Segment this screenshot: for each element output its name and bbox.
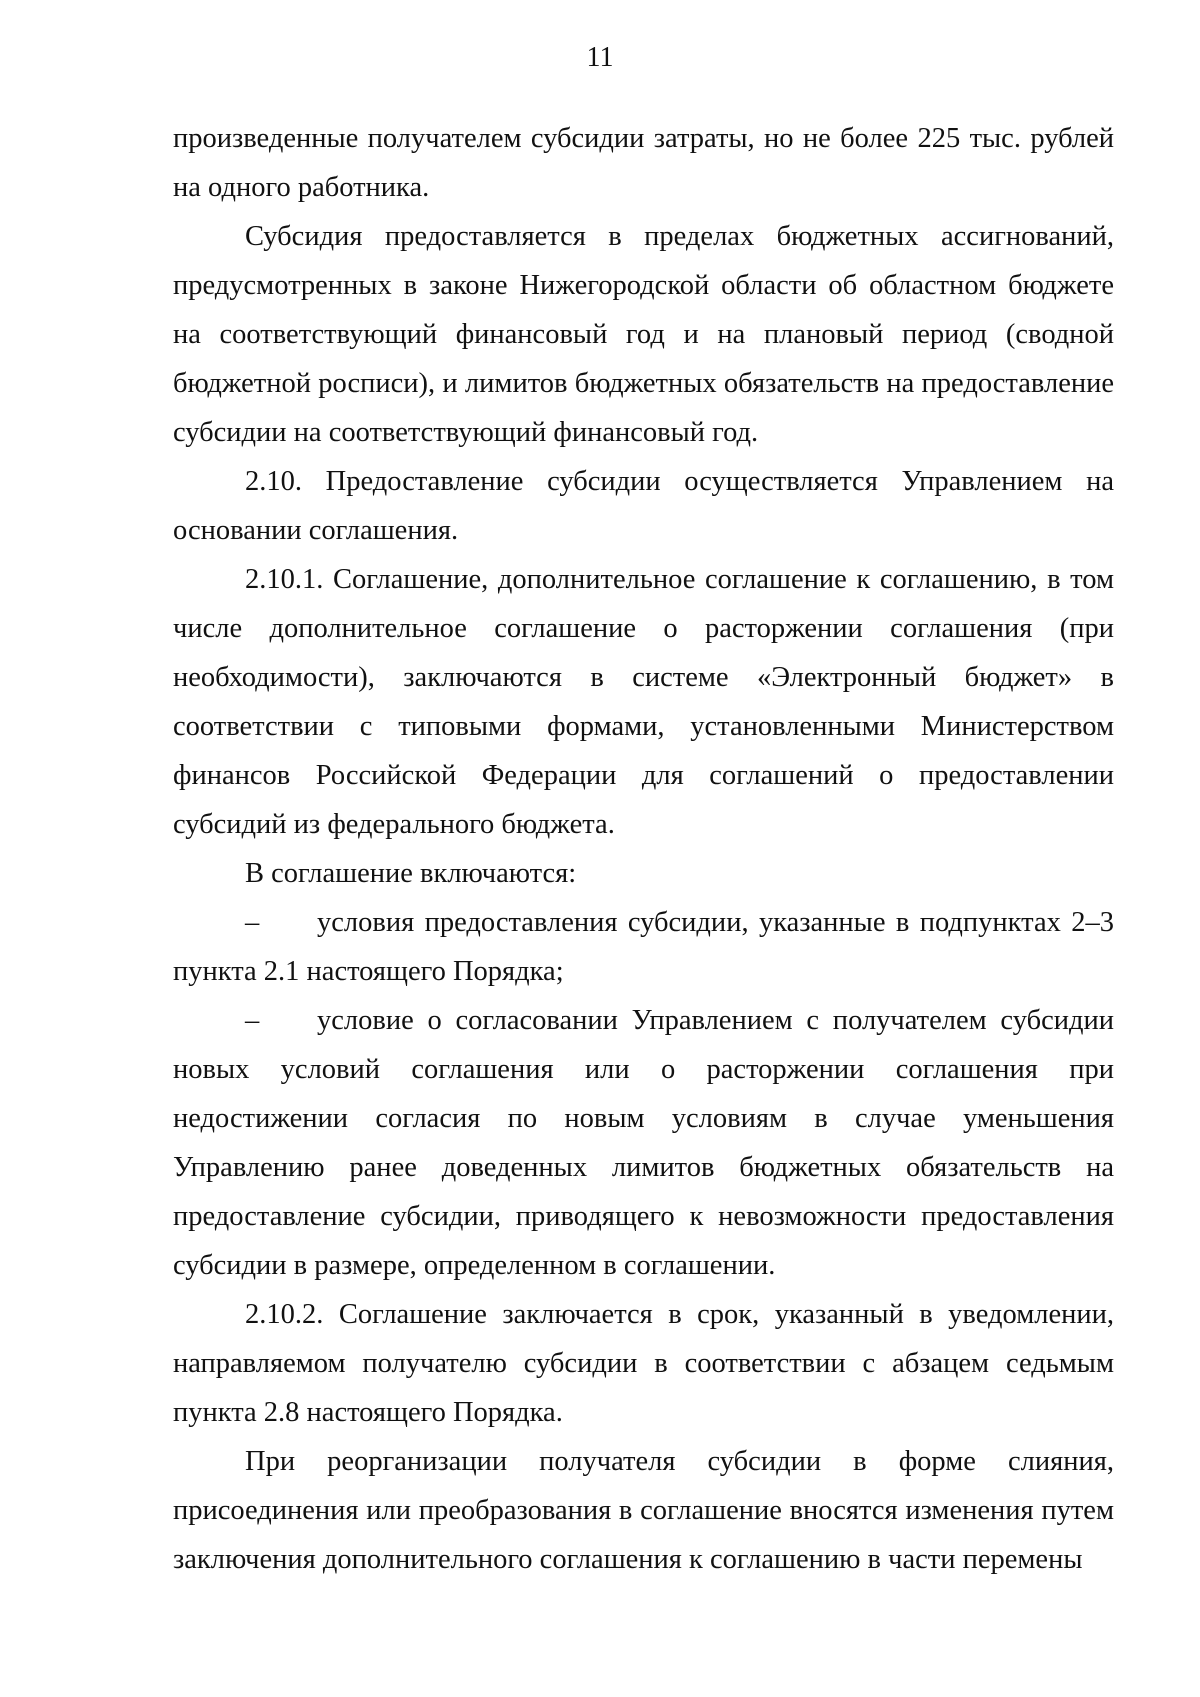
paragraph-cost-limit [173, 114, 1114, 212]
paragraph-text: В соглашение включаются: [245, 858, 577, 889]
paragraph-agreement-includes [173, 849, 1114, 898]
dash-bullet: – [245, 907, 260, 938]
paragraph-text: Субсидия предоставляется в пределах бюджетных ассигнований, предусмотренных в законе Нижегородской области об областном бюджете на соответствующий финансовый год и на плановый период (сводной бюджетной росписи), и лимитов бюджетных обязательств на предоставление субсидии на соответствующий финансовый год. [173, 221, 1114, 448]
list-item-new-conditions [173, 996, 1114, 1290]
list-item-text: условие о согласовании Управлением с получателем субсидии новых условий соглашения или о расторжении соглашения при недостижении согласия по новым условиям в случае уменьшения Управлению ранее доведенных лимитов бюджетных обязательств на предоставление субсидии, приводящего к невозможности предоставления субсидии в размере, определенном в соглашении. [173, 1005, 1114, 1281]
paragraph-subsidy-budget [173, 212, 1114, 457]
paragraph-text: 2.10. Предоставление субсидии осуществляется Управлением на основании соглашения. [173, 466, 1114, 546]
paragraph-2-10-1 [173, 555, 1114, 849]
document-body [173, 114, 1114, 1584]
paragraph-text: 2.10.2. Соглашение заключается в срок, указанный в уведомлении, направляемом получателю субсидии в соответствии с абзацем седьмым пункта 2.8 настоящего Порядка. [173, 1299, 1114, 1428]
paragraph-text: При реорганизации получателя субсидии в форме слияния, присоединения или преобразования в соглашение вносятся изменения путем заключения дополнительного соглашения к соглашению в части перемены [173, 1446, 1114, 1575]
list-item-text: условия предоставления субсидии, указанные в подпунктах 2–3 пункта 2.1 настоящего Порядка; [173, 907, 1114, 987]
paragraph-reorganization [173, 1437, 1114, 1584]
paragraph-text: произведенные получателем субсидии затраты, но не более 225 тыс. рублей на одного работника. [173, 123, 1114, 203]
list-item-conditions [173, 898, 1114, 996]
paragraph-2-10-2 [173, 1290, 1114, 1437]
page-number: 11 [586, 42, 614, 73]
paragraph-2-10 [173, 457, 1114, 555]
paragraph-text: 2.10.1. Соглашение, дополнительное соглашение к соглашению, в том числе дополнительное соглашение о расторжении соглашения (при необходимости), заключаются в системе «Электронный бюджет» в соответствии с типовыми формами, установленными Министерством финансов Российской Федерации для соглашений о предоставлении субсидий из федерального бюджета. [173, 564, 1114, 840]
dash-bullet: – [245, 1005, 260, 1036]
